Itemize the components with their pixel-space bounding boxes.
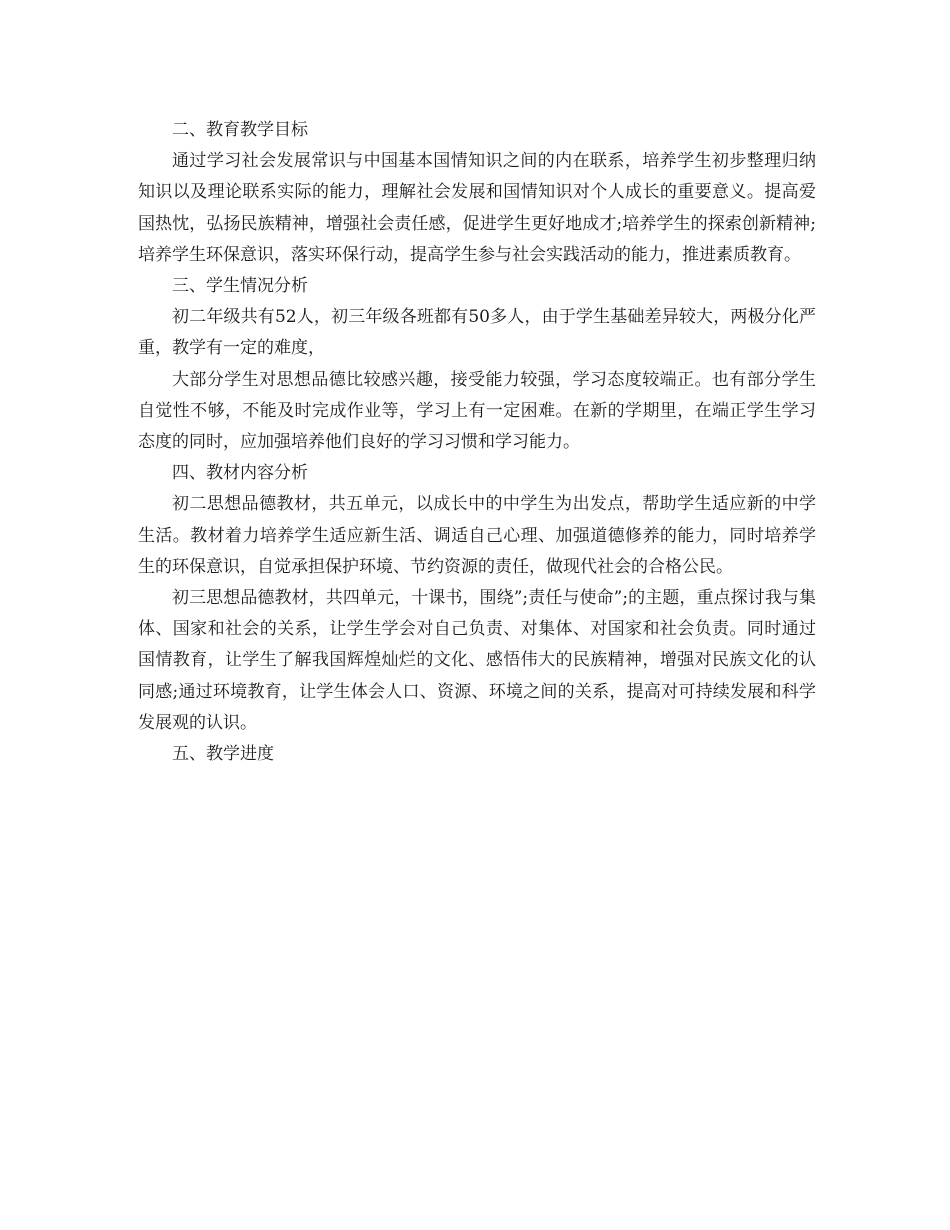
paragraph-textbook-2: 初三思想品德教材，共四单元，十课书，围绕”;责任与使命”;的主题，重点探讨我与集体、国家和社会的关系，让学生学会对自己负责、对集体、对国家和社会负责。同时通过国情教育，让学生了解我国辉煌灿烂的文化、感悟伟大的民族精神，增强对民族文化的认同感;通过环境教育，让学生体会人口、资源、环境之间的关系，提高对可持续发展和科学发展观的认识。 [138,588,816,733]
section-heading-schedule: 五、教学进度 [172,744,274,765]
section-heading-students: 三、学生情况分析 [172,276,308,297]
paragraph-students-1: 初二年级共有52人，初三年级各班都有50多人，由于学生基础差异较大，两极分化严重，教学有一定的难度， [138,307,816,359]
paragraph-textbook-1: 初二思想品德教材，共五单元，以成长中的中学生为出发点，帮助学生适应新的中学生活。教材着力培养学生适应新生活、调适自己心理、加强道德修养的能力，同时培养学生的环保意识，自觉承担保护环境、节约资源的责任，做现代社会的合格公民。 [138,494,816,577]
section-heading-goals: 二、教育教学目标 [172,120,308,140]
section-heading-textbook: 四、教材内容分析 [172,463,308,484]
document-body [138,115,816,770]
paragraph-students-2: 大部分学生对思想品德比较感兴趣，接受能力较强，学习态度较端正。也有部分学生自觉性不够，不能及时完成作业等，学习上有一定困难。在新的学期里，在端正学生学习态度的同时，应加强培养他们良好的学习习惯和学习能力。 [138,369,816,453]
paragraph-goals: 通过学习社会发展常识与中国基本国情知识之间的内在联系，培养学生初步整理归纳知识以及理论联系实际的能力，理解社会发展和国情知识对个人成长的重要意义。提高爱国热忱，弘扬民族精神，增强社会责任感，促进学生更好地成才;培养学生的探索创新精神;培养学生环保意识，落实环保行动，提高学生参与社会实践活动的能力，推进素质教育。 [138,151,816,265]
